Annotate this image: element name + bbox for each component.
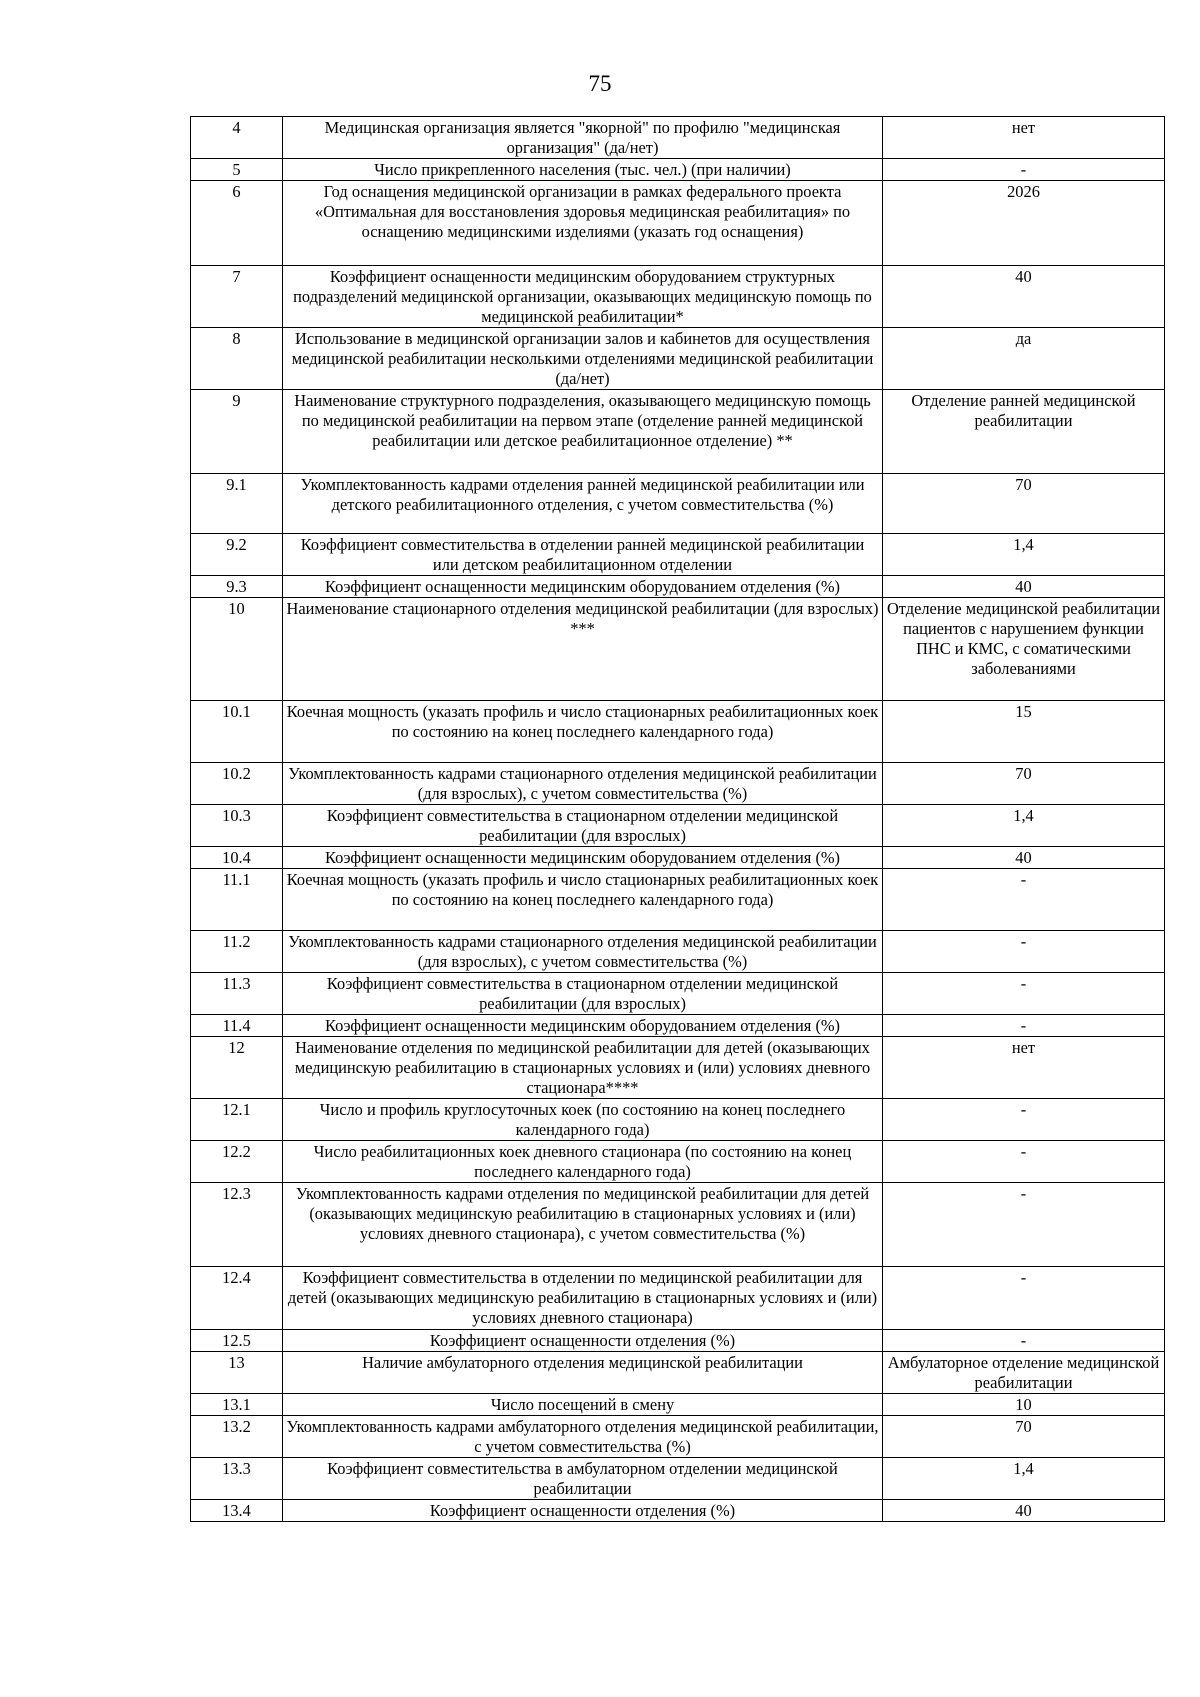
row-value-cell: 1,4 <box>883 805 1165 847</box>
table-row <box>191 1416 1165 1458</box>
row-value-cell: 2026 <box>883 181 1165 266</box>
row-name-cell: Укомплектованность кадрами стационарного отделения медицинской реабилитации (для взрослых), с учетом совместительства (%) <box>283 763 883 805</box>
row-number-cell: 12.1 <box>191 1099 283 1141</box>
table-row <box>191 973 1165 1015</box>
row-number-cell: 13.4 <box>191 1500 283 1522</box>
row-value-cell: 40 <box>883 576 1165 598</box>
row-value-cell: 70 <box>883 474 1165 534</box>
row-value-cell: 1,4 <box>883 534 1165 576</box>
row-number-cell: 5 <box>191 159 283 181</box>
row-value-cell: - <box>883 1099 1165 1141</box>
row-name-cell: Число прикрепленного населения (тыс. чел.) (при наличии) <box>283 159 883 181</box>
row-number-cell: 9 <box>191 390 283 474</box>
row-name-cell: Коэффициент совместительства в амбулаторном отделении медицинской реабилитации <box>283 1458 883 1500</box>
row-number-cell: 11.4 <box>191 1015 283 1037</box>
table-row <box>191 869 1165 931</box>
table-body <box>191 117 1165 1522</box>
row-name-cell: Медицинская организация является "якорной" по профилю "медицинская организация" (да/нет) <box>283 117 883 159</box>
row-number-cell: 12.5 <box>191 1330 283 1352</box>
row-value-cell: - <box>883 1141 1165 1183</box>
row-number-cell: 9.1 <box>191 474 283 534</box>
row-number-cell: 11.3 <box>191 973 283 1015</box>
table-row <box>191 181 1165 266</box>
row-name-cell: Укомплектованность кадрами отделения ранней медицинской реабилитации или детского реабилитационного отделения, с учетом совместительства (%) <box>283 474 883 534</box>
row-number-cell: 13.2 <box>191 1416 283 1458</box>
row-name-cell: Коэффициент совместительства в стационарном отделении медицинской реабилитации (для взрослых) <box>283 973 883 1015</box>
row-number-cell: 12 <box>191 1037 283 1099</box>
row-number-cell: 12.2 <box>191 1141 283 1183</box>
table-row <box>191 1183 1165 1267</box>
row-name-cell: Укомплектованность кадрами отделения по медицинской реабилитации для детей (оказывающих медицинскую реабилитацию в стационарных условиях и (или) условиях дневного стационара), с учетом совместительства (%) <box>283 1183 883 1267</box>
row-number-cell: 13.1 <box>191 1394 283 1416</box>
table-row <box>191 266 1165 328</box>
table-row <box>191 117 1165 159</box>
row-number-cell: 12.3 <box>191 1183 283 1267</box>
row-number-cell: 9.2 <box>191 534 283 576</box>
row-name-cell: Коэффициент оснащенности медицинским оборудованием отделения (%) <box>283 1015 883 1037</box>
row-name-cell: Коэффициент оснащенности отделения (%) <box>283 1500 883 1522</box>
row-name-cell: Число посещений в смену <box>283 1394 883 1416</box>
table-row <box>191 1352 1165 1394</box>
row-value-cell: - <box>883 1015 1165 1037</box>
row-name-cell: Укомплектованность кадрами амбулаторного отделения медицинской реабилитации, с учетом совместительства (%) <box>283 1416 883 1458</box>
row-value-cell: - <box>883 1183 1165 1267</box>
indicators-table <box>190 116 1165 1522</box>
row-number-cell: 10 <box>191 598 283 701</box>
row-name-cell: Коечная мощность (указать профиль и число стационарных реабилитационных коек по состоянию на конец последнего календарного года) <box>283 869 883 931</box>
row-value-cell: 40 <box>883 847 1165 869</box>
page-number: 75 <box>588 71 612 96</box>
table-row <box>191 1037 1165 1099</box>
row-value-cell: да <box>883 328 1165 390</box>
table-row <box>191 701 1165 763</box>
row-value-cell: 70 <box>883 1416 1165 1458</box>
row-name-cell: Наименование структурного подразделения, оказывающего медицинскую помощь по медицинской реабилитации на первом этапе (отделение ранней медицинской реабилитации или детское реабилитационное отделение) ** <box>283 390 883 474</box>
table-row <box>191 1099 1165 1141</box>
row-value-cell: - <box>883 1330 1165 1352</box>
row-number-cell: 13.3 <box>191 1458 283 1500</box>
table-row <box>191 1330 1165 1352</box>
table-row <box>191 328 1165 390</box>
row-name-cell: Коэффициент оснащенности отделения (%) <box>283 1330 883 1352</box>
row-value-cell: Отделение ранней медицинской реабилитации <box>883 390 1165 474</box>
row-name-cell: Коэффициент совместительства в стационарном отделении медицинской реабилитации (для взрослых) <box>283 805 883 847</box>
row-number-cell: 10.3 <box>191 805 283 847</box>
row-name-cell: Коэффициент оснащенности медицинским оборудованием структурных подразделений медицинской организации, оказывающих медицинскую помощь по медицинской реабилитации* <box>283 266 883 328</box>
row-number-cell: 10.2 <box>191 763 283 805</box>
row-number-cell: 11.1 <box>191 869 283 931</box>
row-name-cell: Наличие амбулаторного отделения медицинской реабилитации <box>283 1352 883 1394</box>
row-value-cell: - <box>883 159 1165 181</box>
row-name-cell: Укомплектованность кадрами стационарного отделения медицинской реабилитации (для взрослых), с учетом совместительства (%) <box>283 931 883 973</box>
table-row <box>191 534 1165 576</box>
row-number-cell: 6 <box>191 181 283 266</box>
row-number-cell: 11.2 <box>191 931 283 973</box>
row-value-cell: Амбулаторное отделение медицинской реабилитации <box>883 1352 1165 1394</box>
table-row <box>191 931 1165 973</box>
table-row <box>191 847 1165 869</box>
row-value-cell: Отделение медицинской реабилитации пациентов с нарушением функции ПНС и КМС, с соматическими заболеваниями <box>883 598 1165 701</box>
row-name-cell: Год оснащения медицинской организации в рамках федерального проекта «Оптимальная для восстановления здоровья медицинская реабилитация» по оснащению медицинскими изделиями (указать год оснащения) <box>283 181 883 266</box>
row-number-cell: 9.3 <box>191 576 283 598</box>
row-number-cell: 12.4 <box>191 1267 283 1330</box>
row-value-cell: - <box>883 1267 1165 1330</box>
row-number-cell: 10.4 <box>191 847 283 869</box>
row-value-cell: нет <box>883 1037 1165 1099</box>
row-value-cell: - <box>883 869 1165 931</box>
table-row <box>191 1394 1165 1416</box>
row-number-cell: 10.1 <box>191 701 283 763</box>
table-row <box>191 390 1165 474</box>
row-value-cell: нет <box>883 117 1165 159</box>
row-name-cell: Коэффициент совместительства в отделении по медицинской реабилитации для детей (оказывающих медицинскую реабилитацию в стационарных условиях и (или) условиях дневного стационара) <box>283 1267 883 1330</box>
table-row <box>191 1458 1165 1500</box>
row-name-cell: Наименование отделения по медицинской реабилитации для детей (оказывающих медицинскую реабилитацию в стационарных условиях и (или) условиях дневного стационара**** <box>283 1037 883 1099</box>
row-name-cell: Наименование стационарного отделения медицинской реабилитации (для взрослых) *** <box>283 598 883 701</box>
row-name-cell: Коэффициент оснащенности медицинским оборудованием отделения (%) <box>283 576 883 598</box>
table-row <box>191 763 1165 805</box>
row-value-cell: - <box>883 973 1165 1015</box>
row-value-cell: 1,4 <box>883 1458 1165 1500</box>
table-row <box>191 1267 1165 1330</box>
row-name-cell: Число и профиль круглосуточных коек (по состоянию на конец последнего календарного года) <box>283 1099 883 1141</box>
row-name-cell: Коэффициент оснащенности медицинским оборудованием отделения (%) <box>283 847 883 869</box>
row-value-cell: 10 <box>883 1394 1165 1416</box>
row-number-cell: 8 <box>191 328 283 390</box>
table-row <box>191 805 1165 847</box>
table-row <box>191 1500 1165 1522</box>
row-value-cell: 15 <box>883 701 1165 763</box>
row-value-cell: 70 <box>883 763 1165 805</box>
table-row <box>191 1015 1165 1037</box>
row-value-cell: 40 <box>883 266 1165 328</box>
row-number-cell: 7 <box>191 266 283 328</box>
row-name-cell: Коечная мощность (указать профиль и число стационарных реабилитационных коек по состоянию на конец последнего календарного года) <box>283 701 883 763</box>
row-number-cell: 4 <box>191 117 283 159</box>
row-name-cell: Использование в медицинской организации залов и кабинетов для осуществления медицинской реабилитации несколькими отделениями медицинской реабилитации (да/нет) <box>283 328 883 390</box>
row-value-cell: 40 <box>883 1500 1165 1522</box>
table-row <box>191 598 1165 701</box>
table-row <box>191 576 1165 598</box>
table-row <box>191 1141 1165 1183</box>
table-row <box>191 159 1165 181</box>
row-value-cell: - <box>883 931 1165 973</box>
row-name-cell: Коэффициент совместительства в отделении ранней медицинской реабилитации или детском реабилитационном отделении <box>283 534 883 576</box>
table-row <box>191 474 1165 534</box>
row-name-cell: Число реабилитационных коек дневного стационара (по состоянию на конец последнего календарного года) <box>283 1141 883 1183</box>
row-number-cell: 13 <box>191 1352 283 1394</box>
